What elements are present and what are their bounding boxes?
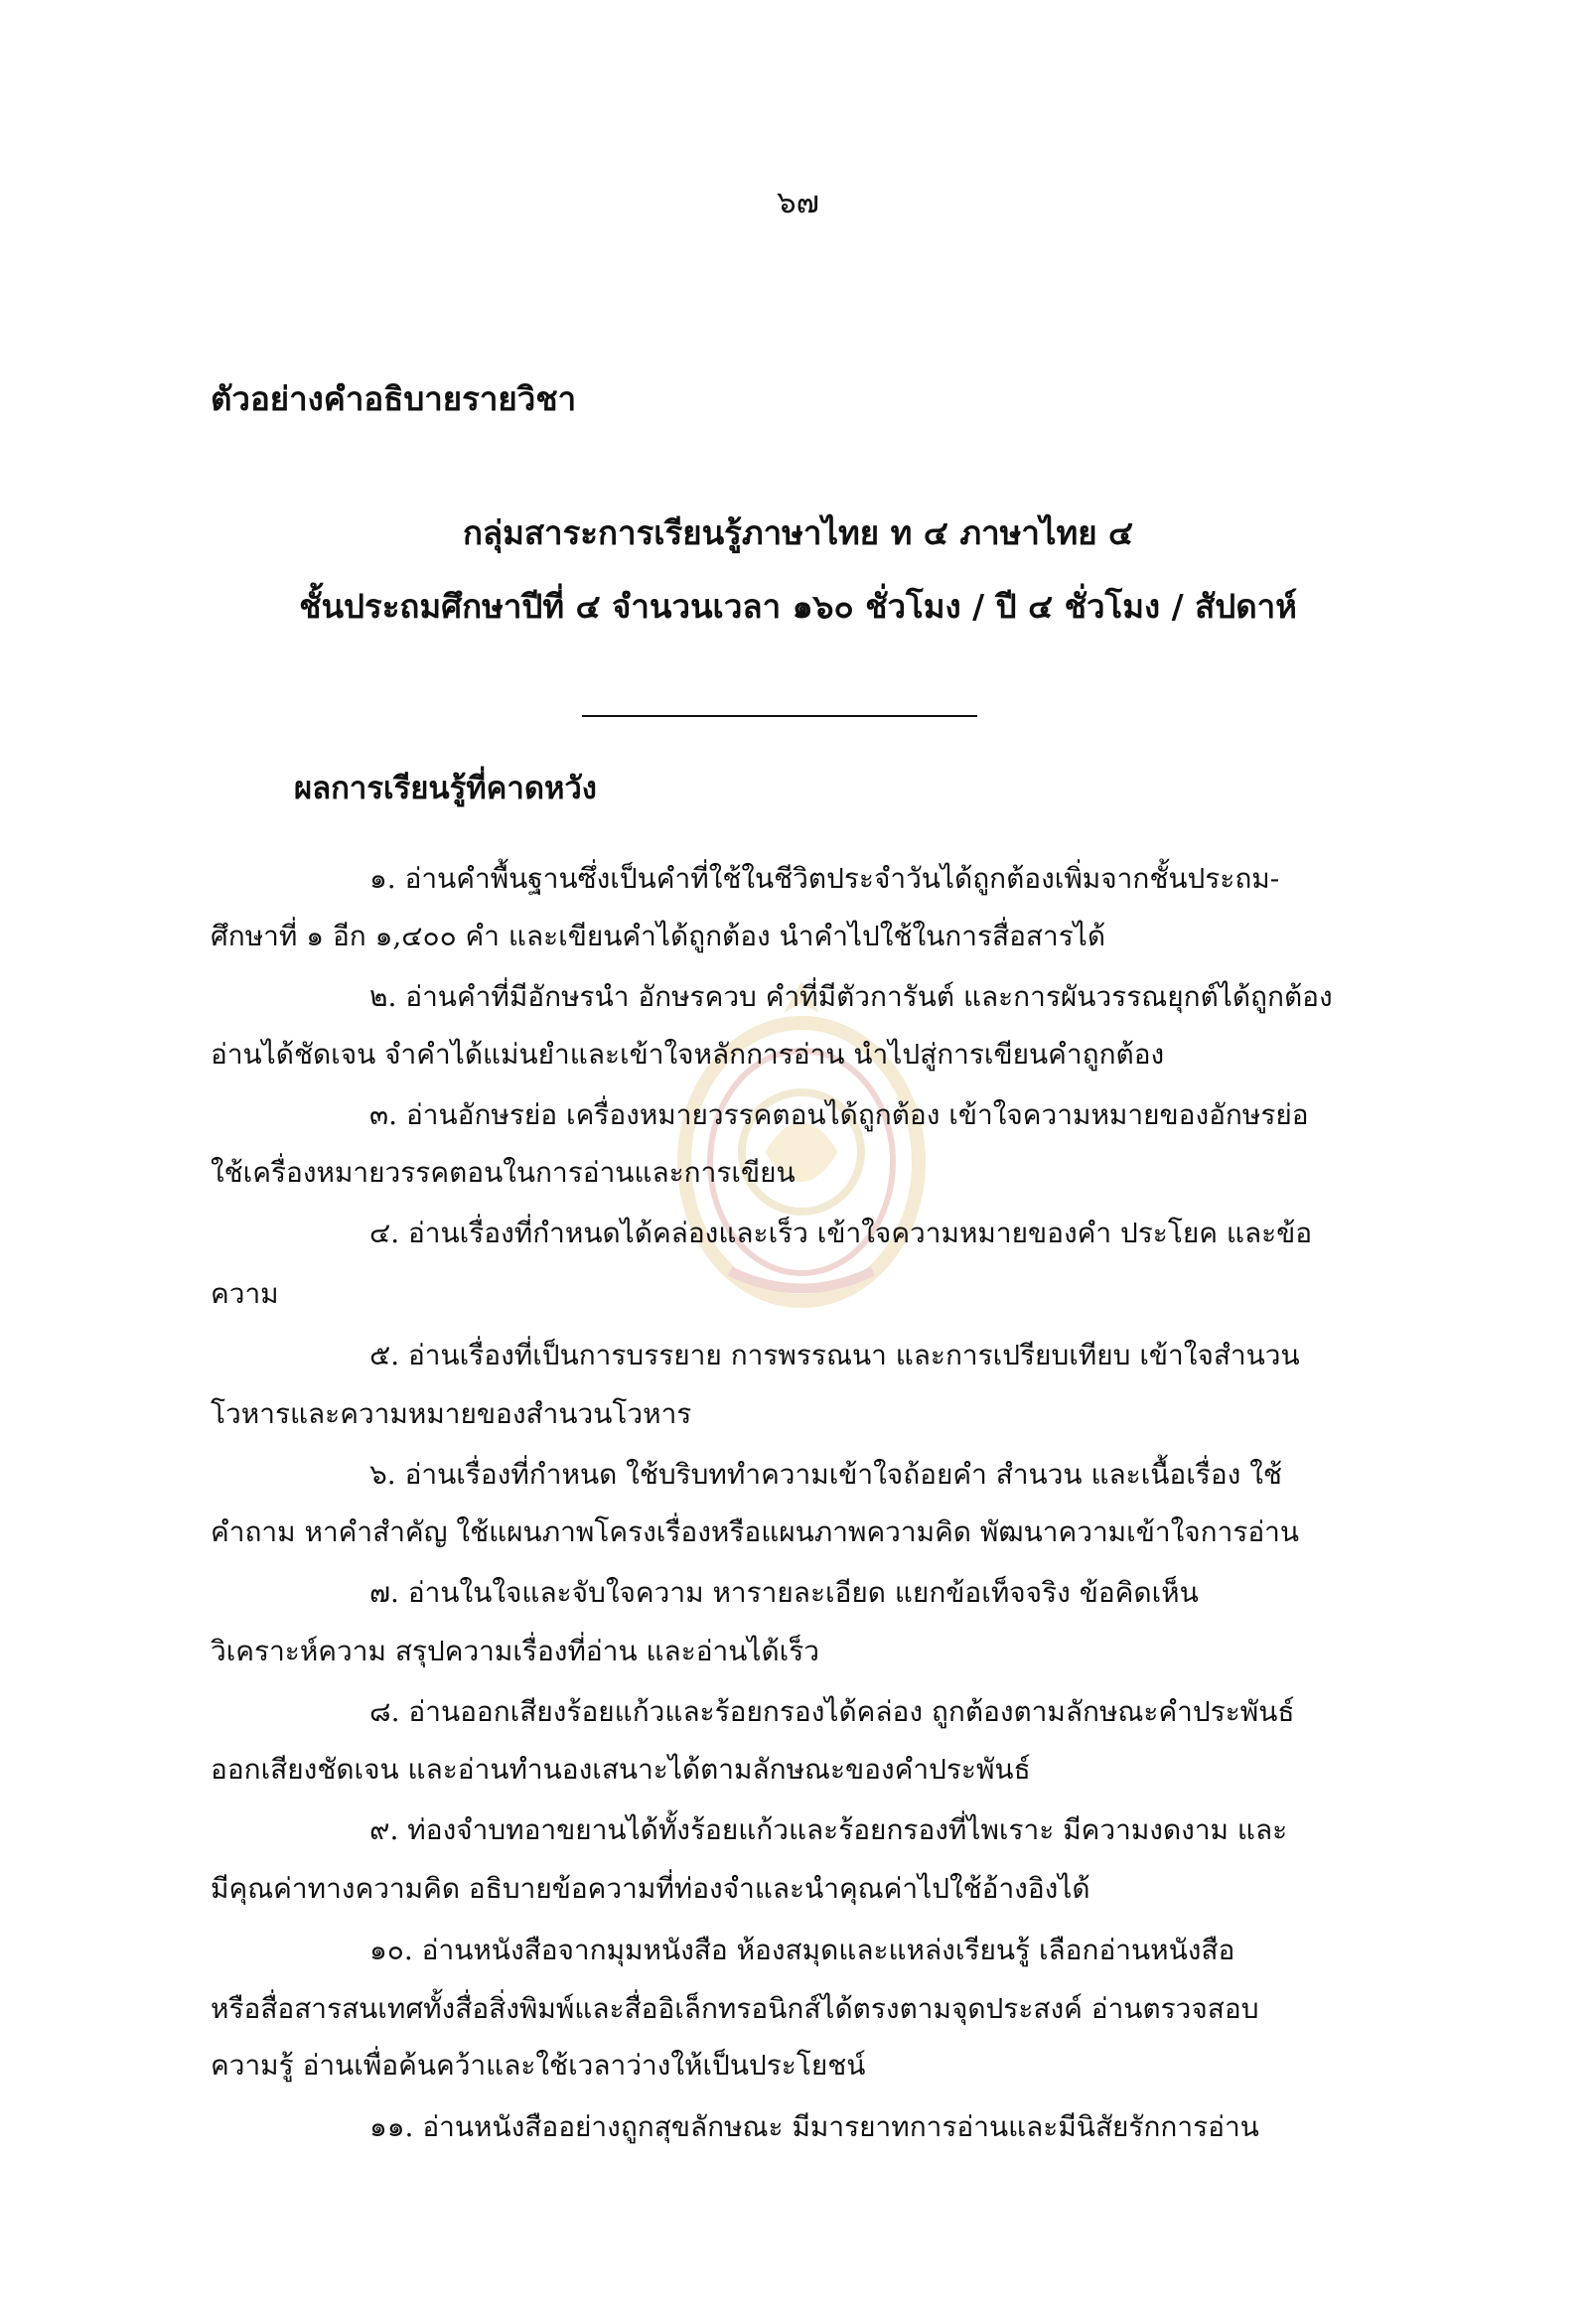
outcome-4-line-2: ความ <box>211 1277 279 1310</box>
watermark-seal-icon <box>670 973 934 1316</box>
course-title-line2: ชั้นประถมศึกษาปีที่ ๔ จำนวนเวลา ๑๖๐ ชั่วโมง / ปี ๔ ชั่วโมง / สัปดาห์ <box>299 587 1297 626</box>
outcome-8-line-2: ออกเสียงชัดเจน และอ่านทำนองเสนาะได้ตามลักษณะของคำประพันธ์ <box>211 1753 1031 1786</box>
divider-rule <box>582 715 977 717</box>
outcome-10-line-1: ๑๐. อ่านหนังสือจากมุมหนังสือ ห้องสมุดและแหล่งเรียนรู้ เลือกอ่านหนังสือ <box>369 1934 1235 1966</box>
outcome-1-line-2: ศึกษาที่ ๑ อีก ๑,๔๐๐ คำ และเขียนคำได้ถูกต้อง นำคำไปใช้ในการสื่อสารได้ <box>211 920 1106 952</box>
outcome-3-line-1: ๓. อ่านอักษรย่อ เครื่องหมายวรรคตอนได้ถูกต้อง เข้าใจความหมายของอักษรย่อ <box>369 1098 1309 1131</box>
outcome-1-line-1: ๑. อ่านคำพื้นฐานซึ่งเป็นคำที่ใช้ในชีวิตประจำวันได้ถูกต้องเพิ่มจากชั้นประถม- <box>369 862 1280 895</box>
outcome-6-line-2: คำถาม หาคำสำคัญ ใช้แผนภาพโครงเรื่องหรือแผนภาพความคิด พัฒนาความเข้าใจการอ่าน <box>211 1515 1300 1548</box>
outcomes-heading: ผลการเรียนรู้ที่คาดหวัง <box>294 771 597 806</box>
section-heading: ตัวอย่างคำอธิบายรายวิชา <box>211 379 577 418</box>
course-title-line1: กลุ่มสาระการเรียนรู้ภาษาไทย ท ๔ ภาษาไทย ๔ <box>462 513 1134 552</box>
outcome-11-line-1: ๑๑. อ่านหนังสืออย่างถูกสุขลักษณะ มีมารยาทการอ่านและมีนิสัยรักการอ่าน <box>369 2110 1259 2143</box>
outcome-7-line-1: ๗. อ่านในใจและจับใจความ หารายละเอียด แยกข้อเท็จจริง ข้อคิดเห็น <box>369 1576 1199 1609</box>
outcome-10-line-3: ความรู้ อ่านเพื่อค้นคว้าและใช้เวลาว่างให้เป็นประโยชน์ <box>211 2049 866 2082</box>
outcome-5-line-2: โวหารและความหมายของสำนวนโวหาร <box>211 1397 692 1430</box>
outcome-10-line-2: หรือสื่อสารสนเทศทั้งสื่อสิ่งพิมพ์และสื่ออิเล็กทรอนิกส์ได้ตรงตามจุดประสงค์ อ่านตรวจสอบ <box>211 1992 1259 2025</box>
outcome-2-line-2: อ่านได้ชัดเจน จำคำได้แม่นยำและเข้าใจหลักการอ่าน นำไปสู่การเขียนคำถูกต้อง <box>211 1038 1165 1071</box>
outcome-5-line-1: ๕. อ่านเรื่องที่เป็นการบรรยาย การพรรณนา และการเปรียบเทียบ เข้าใจสำนวน <box>369 1339 1300 1371</box>
outcome-6-line-1: ๖. อ่านเรื่องที่กำหนด ใช้บริบททำความเข้าใจถ้อยคำ สำนวน และเนื้อเรื่อง ใช้ <box>369 1458 1282 1491</box>
outcome-3-line-2: ใช้เครื่องหมายวรรคตอนในการอ่านและการเขียน <box>211 1156 796 1189</box>
outcome-9-line-2: มีคุณค่าทางความคิด อธิบายข้อความที่ท่องจำและนำคุณค่าไปใช้อ้างอิงได้ <box>211 1872 1090 1905</box>
outcome-9-line-1: ๙. ท่องจำบทอาขยานได้ทั้งร้อยแก้วและร้อยกรองที่ไพเราะ มีความงดงาม และ <box>369 1813 1288 1846</box>
outcome-7-line-2: วิเคราะห์ความ สรุปความเรื่องที่อ่าน และอ่านได้เร็ว <box>211 1635 820 1667</box>
page-number: ๖๗ <box>777 185 819 220</box>
outcome-8-line-1: ๘. อ่านออกเสียงร้อยแก้วและร้อยกรองได้คล่อง ถูกต้องตามลักษณะคำประพันธ์ <box>369 1695 1295 1728</box>
outcome-2-line-1: ๒. อ่านคำที่มีอักษรนำ อักษรควบ คำที่มีตัวการันต์ และการผันวรรณยุกต์ได้ถูกต้อง <box>369 980 1333 1013</box>
outcome-4-line-1: ๔. อ่านเรื่องที่กำหนดได้คล่องและเร็ว เข้าใจความหมายของคำ ประโยค และข้อ <box>369 1217 1313 1249</box>
